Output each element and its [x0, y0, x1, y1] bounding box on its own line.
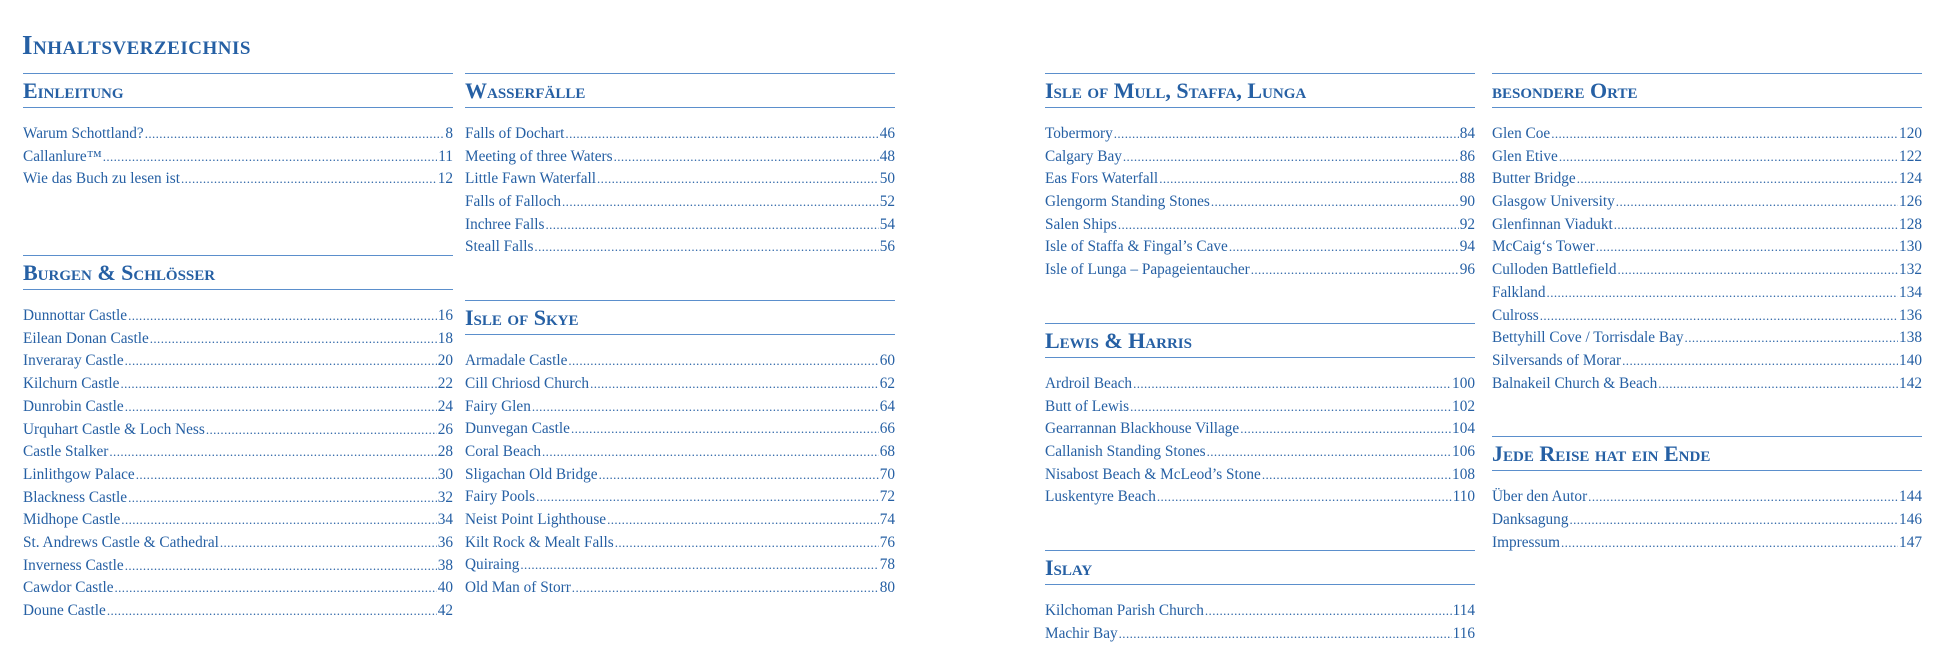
section-islay [1045, 550, 1475, 645]
dot-leader [1685, 327, 1899, 350]
dot-leader [1547, 282, 1899, 305]
toc-entry[interactable] [23, 123, 453, 146]
toc-entry[interactable] [1492, 373, 1922, 396]
dot-leader [615, 532, 879, 555]
dot-leader [1616, 191, 1898, 214]
toc-entry-label: Meeting of three Waters [465, 147, 613, 165]
column-1 [23, 73, 453, 623]
toc-entry-page-number: 104 [1452, 420, 1475, 438]
toc-entry[interactable] [23, 396, 453, 419]
toc-entry[interactable] [465, 168, 895, 191]
toc-entry-label: Über den Autor [1492, 488, 1588, 506]
toc-entry-label: Urquhart Castle & Loch Ness [23, 420, 205, 438]
toc-entry[interactable] [1492, 259, 1922, 282]
toc-entry-label: Quiraing [465, 556, 520, 574]
dot-leader [1617, 259, 1898, 282]
toc-entry-label: Glen Coe [1492, 125, 1551, 142]
toc-entry-page-number: 22 [437, 375, 453, 393]
column-3 [1045, 73, 1475, 645]
toc-entry-page-number: 92 [1459, 215, 1475, 233]
toc-entry-label: Steall Falls [465, 238, 534, 256]
toc-entries [1045, 600, 1475, 645]
section-lewis [1045, 323, 1475, 509]
toc-entry[interactable] [465, 532, 895, 555]
toc-entry-label: Machir Bay [1045, 624, 1118, 642]
toc-entry-page-number: 88 [1459, 170, 1475, 188]
toc-entry-page-number: 136 [1899, 306, 1922, 324]
toc-entry[interactable] [1492, 191, 1922, 214]
dot-leader [125, 396, 437, 419]
toc-entry[interactable] [1492, 305, 1922, 328]
toc-entry-label: Callanlure™ [23, 147, 102, 165]
dot-leader [565, 123, 878, 146]
toc-entry-label: Falls of Dochart [465, 125, 565, 142]
toc-entry-label: Gearrannan Blackhouse Village [1045, 420, 1240, 438]
toc-entry[interactable] [23, 600, 453, 623]
toc-entry[interactable] [1492, 146, 1922, 169]
toc-entry-label: Culross [1492, 306, 1539, 324]
toc-entry[interactable] [23, 305, 453, 328]
dot-leader [125, 555, 437, 578]
toc-entry-label: Coral Beach [465, 442, 542, 460]
section-mull [1045, 73, 1475, 282]
toc-entry-page-number: 142 [1899, 374, 1922, 392]
toc-entry-label: Neist Point Lighthouse [465, 510, 607, 528]
toc-entry[interactable] [465, 123, 895, 146]
toc-entry[interactable] [1045, 373, 1475, 396]
toc-entry-page-number: 108 [1452, 465, 1475, 483]
toc-entries [465, 123, 895, 259]
toc-entry-label: Bettyhill Cove / Torrisdale Bay [1492, 329, 1684, 347]
toc-entry-page-number: 68 [879, 442, 895, 460]
dot-leader [1240, 418, 1451, 441]
toc-entry[interactable] [465, 191, 895, 214]
toc-entry-label: Salen Ships [1045, 215, 1117, 233]
toc-entry[interactable] [1492, 532, 1922, 555]
dot-leader [150, 328, 437, 351]
dot-leader [607, 509, 879, 532]
toc-entry-page-number: 42 [437, 602, 453, 619]
toc-entry[interactable] [465, 554, 895, 577]
column-4 [1492, 73, 1922, 554]
toc-entries [1492, 123, 1922, 395]
toc-entry[interactable] [465, 373, 895, 396]
dot-leader [532, 396, 879, 419]
dot-leader [571, 418, 879, 441]
toc-entry-label: Butter Bridge [1492, 170, 1576, 188]
toc-entries [23, 305, 453, 623]
toc-entry[interactable] [1045, 396, 1475, 419]
section-heading: Wasserfälle [465, 74, 895, 108]
dot-leader [1262, 464, 1451, 487]
dot-leader [1540, 305, 1898, 328]
toc-entry-label: Falls of Falloch [465, 193, 562, 211]
dot-leader [145, 123, 445, 146]
section-heading: besondere Orte [1492, 74, 1922, 108]
toc-entry[interactable] [1045, 441, 1475, 464]
toc-entry[interactable] [1492, 282, 1922, 305]
toc-entry-label: Tobermory [1045, 125, 1113, 142]
toc-entry-label: Eilean Donan Castle [23, 329, 149, 347]
toc-entry-label: Inverness Castle [23, 556, 124, 574]
toc-entry-label: Warum Schottland? [23, 125, 144, 142]
toc-entry-label: Eas Fors Waterfall [1045, 170, 1159, 188]
toc-entry-label: Balnakeil Church & Beach [1492, 374, 1658, 392]
toc-entry[interactable] [465, 146, 895, 169]
dot-leader [1658, 373, 1898, 396]
toc-entry-label: Glen Etive [1492, 147, 1558, 165]
dot-leader [206, 419, 437, 442]
toc-entry-label: Calgary Bay [1045, 147, 1122, 165]
dot-leader [128, 487, 437, 510]
toc-entry-label: Kilchurn Castle [23, 375, 120, 393]
toc-entry-page-number: 76 [879, 533, 895, 551]
toc-entry-page-number: 56 [879, 238, 895, 256]
toc-entry-page-number: 74 [879, 510, 895, 528]
section-heading: Einleitung [23, 74, 453, 108]
toc-entry-page-number: 38 [437, 556, 453, 574]
toc-entry[interactable] [23, 441, 453, 464]
toc-entry-label: Dunrobin Castle [23, 397, 124, 415]
toc-entry-label: Glasgow University [1492, 193, 1615, 211]
toc-entry-label: Doune Castle [23, 602, 106, 619]
section-heading: Isle of Mull, Staffa, Lunga [1045, 74, 1475, 108]
dot-leader [103, 146, 438, 169]
toc-entry[interactable] [465, 464, 895, 487]
dot-leader [1114, 123, 1459, 146]
dot-leader [545, 214, 878, 237]
toc-entry[interactable] [1045, 486, 1475, 509]
toc-entry-page-number: 24 [437, 397, 453, 415]
toc-entry-page-number: 138 [1899, 329, 1922, 347]
toc-entry-page-number: 32 [437, 488, 453, 506]
toc-entry-label: Dunnottar Castle [23, 307, 128, 325]
toc-entry[interactable] [1045, 168, 1475, 191]
toc-entry[interactable] [23, 328, 453, 351]
toc-entries [23, 123, 453, 191]
toc-entry-label: Old Man of Storr [465, 579, 571, 596]
dot-leader [107, 600, 437, 623]
dot-leader [1588, 486, 1898, 509]
toc-entry[interactable] [1045, 464, 1475, 487]
section-heading: Islay [1045, 551, 1475, 585]
dot-leader [1561, 532, 1898, 555]
toc-entry-page-number: 8 [445, 125, 453, 142]
toc-entry-page-number: 16 [437, 307, 453, 325]
toc-entry[interactable] [465, 214, 895, 237]
toc-entry[interactable] [1045, 623, 1475, 646]
toc-entry[interactable] [23, 464, 453, 487]
toc-entry-page-number: 60 [879, 352, 895, 370]
dot-leader [181, 168, 437, 191]
toc-entry[interactable] [1492, 486, 1922, 509]
dot-leader [1159, 168, 1459, 191]
section-heading: Burgen & Schlösser [23, 256, 453, 290]
toc-entry-label: Luskentyre Beach [1045, 488, 1156, 506]
dot-leader [121, 509, 436, 532]
toc-entries [465, 350, 895, 600]
dot-leader [128, 305, 437, 328]
toc-entry-label: Falkland [1492, 283, 1546, 301]
toc-entry-label: Dunvegan Castle [465, 420, 570, 438]
toc-entry-label: Butt of Lewis [1045, 397, 1130, 415]
toc-entry[interactable] [1045, 123, 1475, 146]
toc-entry-page-number: 80 [879, 579, 895, 596]
toc-entry[interactable] [23, 350, 453, 373]
dot-leader [1614, 214, 1898, 237]
dot-leader [562, 191, 879, 214]
dot-leader [572, 577, 879, 600]
toc-entry-label: Cill Chriosd Church [465, 374, 590, 392]
toc-entry[interactable] [465, 509, 895, 532]
toc-entry-page-number: 28 [437, 443, 453, 461]
toc-entry-page-number: 30 [437, 465, 453, 483]
toc-entry-page-number: 86 [1459, 147, 1475, 165]
toc-entry-page-number: 122 [1899, 147, 1922, 165]
toc-entry-label: Sligachan Old Bridge [465, 465, 598, 483]
toc-entry[interactable] [23, 555, 453, 578]
toc-entry-page-number: 84 [1459, 125, 1475, 142]
toc-entry-page-number: 26 [437, 420, 453, 438]
toc-entry[interactable] [1045, 214, 1475, 237]
toc-entry-label: Nisabost Beach & McLeod’s Stone [1045, 465, 1261, 483]
toc-entry-page-number: 20 [437, 352, 453, 370]
dot-leader [1569, 509, 1898, 532]
toc-entry-page-number: 102 [1452, 397, 1475, 415]
toc-entry-label: Armadale Castle [465, 352, 568, 370]
section-skye [465, 300, 895, 600]
toc-entry[interactable] [23, 487, 453, 510]
section-heading: Jede Reise hat ein Ende [1492, 437, 1922, 471]
toc-entry-label: Little Fawn Waterfall [465, 170, 597, 188]
toc-entry-page-number: 66 [879, 420, 895, 438]
toc-entry-page-number: 146 [1899, 510, 1922, 528]
section-heading: Lewis & Harris [1045, 324, 1475, 358]
dot-leader [568, 350, 878, 373]
dot-leader [1119, 623, 1452, 646]
toc-entry-page-number: 110 [1452, 488, 1475, 506]
toc-entry-page-number: 12 [437, 170, 453, 188]
toc-entry[interactable] [1492, 327, 1922, 350]
toc-entry-page-number: 147 [1899, 533, 1922, 551]
toc-entry-label: McCaig‘s Tower [1492, 238, 1595, 256]
toc-entry-page-number: 62 [879, 374, 895, 392]
toc-entry-page-number: 140 [1899, 351, 1922, 369]
toc-entry[interactable] [1492, 123, 1922, 146]
toc-entry-page-number: 18 [437, 329, 453, 347]
dot-leader [125, 350, 437, 373]
toc-entry[interactable] [23, 577, 453, 600]
toc-entry[interactable] [1492, 236, 1922, 259]
dot-leader [1577, 168, 1898, 191]
toc-entry[interactable] [465, 350, 895, 373]
toc-entry-page-number: 52 [879, 193, 895, 211]
toc-entry-label: Inchree Falls [465, 215, 545, 233]
dot-leader [1133, 373, 1451, 396]
dot-leader [534, 236, 878, 259]
toc-entry-label: Blackness Castle [23, 488, 128, 506]
toc-entry-label: Fairy Glen [465, 397, 531, 415]
toc-entry[interactable] [465, 396, 895, 419]
toc-entry[interactable] [23, 168, 453, 191]
toc-entry-page-number: 48 [879, 147, 895, 165]
dot-leader [1551, 123, 1898, 146]
dot-leader [536, 486, 879, 509]
toc-entry[interactable] [465, 418, 895, 441]
dot-leader [115, 577, 437, 600]
dot-leader [1229, 236, 1459, 259]
section-ende [1492, 436, 1922, 554]
dot-leader [597, 168, 879, 191]
toc-entry-label: Fairy Pools [465, 488, 536, 506]
dot-leader [136, 464, 437, 487]
dot-leader [120, 373, 436, 396]
toc-entry[interactable] [23, 419, 453, 442]
dot-leader [1123, 146, 1459, 169]
toc-entry[interactable] [1045, 259, 1475, 282]
toc-entries [1045, 123, 1475, 282]
toc-entry-page-number: 126 [1899, 193, 1922, 211]
dot-leader [1251, 259, 1459, 282]
toc-entry-label: Inveraray Castle [23, 352, 124, 370]
toc-entry-page-number: 114 [1452, 601, 1475, 619]
toc-entry-page-number: 72 [879, 488, 895, 506]
toc-entry[interactable] [23, 146, 453, 169]
toc-entry[interactable] [1045, 418, 1475, 441]
toc-entry[interactable] [1492, 509, 1922, 532]
dot-leader [614, 146, 879, 169]
toc-entry[interactable] [23, 509, 453, 532]
toc-entry-label: Silversands of Morar [1492, 351, 1622, 369]
toc-entry-label: Linlithgow Palace [23, 465, 135, 483]
section-orte [1492, 73, 1922, 395]
dot-leader [1157, 486, 1452, 509]
toc-entry[interactable] [465, 441, 895, 464]
toc-entry-label: Impressum [1492, 533, 1560, 551]
toc-entry-label: Danksagung [1492, 510, 1569, 528]
dot-leader [109, 441, 436, 464]
dot-leader [1559, 146, 1898, 169]
toc-entry-page-number: 54 [879, 215, 895, 233]
section-einleitung [23, 73, 453, 191]
toc-entry-page-number: 144 [1899, 488, 1922, 506]
toc-entry-page-number: 78 [879, 556, 895, 574]
toc-entry-page-number: 40 [437, 579, 453, 597]
toc-entry-label: Ardroil Beach [1045, 374, 1133, 392]
toc-entry-page-number: 90 [1459, 193, 1475, 211]
dot-leader [590, 373, 879, 396]
dot-leader [1205, 600, 1452, 623]
toc-entry[interactable] [1045, 600, 1475, 623]
dot-leader [220, 532, 437, 555]
toc-entry-page-number: 50 [879, 170, 895, 188]
toc-entry-label: Kilt Rock & Mealt Falls [465, 533, 614, 551]
toc-entry-label: Kilchoman Parish Church [1045, 601, 1204, 619]
toc-entry-page-number: 46 [879, 125, 895, 142]
toc-entry-page-number: 106 [1452, 442, 1475, 460]
toc-entries [1492, 486, 1922, 554]
column-2 [465, 73, 895, 600]
section-burgen [23, 255, 453, 623]
toc-entry[interactable] [1045, 236, 1475, 259]
toc-entry-label: Isle of Staffa & Fingal’s Cave [1045, 238, 1228, 256]
toc-entry-page-number: 120 [1899, 125, 1922, 142]
dot-leader [599, 464, 879, 487]
toc-entry-label: Castle Stalker [23, 443, 109, 461]
toc-entry-label: Glenfinnan Viadukt [1492, 215, 1613, 233]
toc-entry[interactable] [1045, 146, 1475, 169]
toc-entry-page-number: 124 [1899, 170, 1922, 188]
toc-entry[interactable] [23, 373, 453, 396]
toc-entry-label: Cawdor Castle [23, 579, 114, 597]
toc-entry-page-number: 34 [437, 511, 453, 529]
dot-leader [1118, 214, 1459, 237]
toc-entry[interactable] [1492, 350, 1922, 373]
toc-entry[interactable] [1045, 191, 1475, 214]
toc-entry[interactable] [1492, 214, 1922, 237]
dot-leader [1596, 236, 1898, 259]
toc-entry[interactable] [465, 486, 895, 509]
toc-entry-page-number: 11 [438, 147, 453, 165]
toc-entry-page-number: 116 [1452, 624, 1475, 642]
toc-entry-page-number: 100 [1452, 374, 1475, 392]
toc-entry-label: Midhope Castle [23, 511, 121, 529]
toc-entry[interactable] [1492, 168, 1922, 191]
dot-leader [520, 554, 878, 577]
section-heading: Isle of Skye [465, 301, 895, 335]
toc-entry-label: Culloden Battlefield [1492, 261, 1617, 279]
dot-leader [1207, 441, 1451, 464]
section-wasserfaelle [465, 73, 895, 259]
toc-entry-page-number: 70 [879, 465, 895, 483]
toc-entry-page-number: 94 [1459, 238, 1475, 256]
toc-entry-label: St. Andrews Castle & Cathedral [23, 533, 219, 551]
toc-entry[interactable] [465, 236, 895, 259]
toc-entry-label: Callanish Standing Stones [1045, 442, 1206, 460]
dot-leader [1211, 191, 1459, 214]
dot-leader [542, 441, 879, 464]
toc-entry-page-number: 130 [1899, 238, 1922, 256]
toc-entry-page-number: 96 [1459, 261, 1475, 279]
toc-entry-page-number: 64 [879, 397, 895, 415]
toc-entry-page-number: 132 [1899, 261, 1922, 279]
dot-leader [1130, 396, 1451, 419]
toc-entry-label: Isle of Lunga – Papageientaucher [1045, 261, 1250, 279]
toc-entry-label: Glengorm Standing Stones [1045, 193, 1210, 211]
toc-entries [1045, 373, 1475, 509]
toc-entry[interactable] [465, 577, 895, 600]
toc-entry[interactable] [23, 532, 453, 555]
toc-entry-page-number: 134 [1899, 283, 1922, 301]
toc-entry-page-number: 36 [437, 533, 453, 551]
dot-leader [1622, 350, 1898, 373]
page-title: Inhaltsverzeichnis [22, 30, 251, 60]
toc-entry-page-number: 128 [1899, 215, 1922, 233]
toc-entry-label: Wie das Buch zu lesen ist [23, 170, 180, 188]
